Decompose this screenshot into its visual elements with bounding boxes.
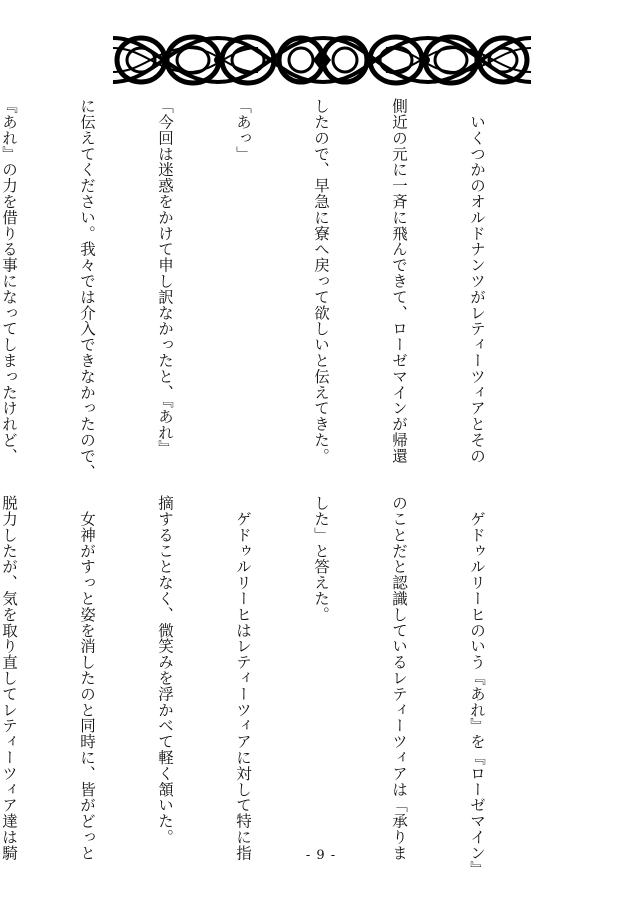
text-line: 摘することなく、微笑みを浮かべて軽く頷いた。 <box>156 495 174 845</box>
text-line: した」と答えた。 <box>312 495 330 623</box>
text-line: 側近の元に一斉に飛んできて、ローゼマインが帰還 <box>390 98 408 464</box>
lower-text-block <box>0 495 542 877</box>
upper-text-block <box>0 98 542 480</box>
page-number: - 9 - <box>305 848 337 863</box>
text-line: ゲドゥルリーヒはレティーツィアに対して特に指 <box>234 495 252 861</box>
ornamental-header-band <box>113 30 531 90</box>
text-line: 『あれ』の力を借りる事になってしまったけれど、 <box>0 98 18 464</box>
text-line: のことだと認識しているレティーツィアは「承りま <box>390 495 408 861</box>
text-line: いくつかのオルドナンツがレティーツィアとその <box>468 98 486 464</box>
text-line: に伝えてください。我々では介入できなかったので、 <box>78 98 96 480</box>
text-line: 「あっ」 <box>234 98 252 162</box>
text-line: 「今回は迷惑をかけて申し訳なかったと、『あれ』 <box>156 98 174 456</box>
text-line: ゲドゥルリーヒのいう『あれ』を『ローゼマイン』 <box>468 495 486 877</box>
text-line: 女神がすっと姿を消したのと同時に、皆がどっと <box>78 495 96 861</box>
text-line: したので、早急に寮へ戻って欲しいと伝えてきた。 <box>312 98 330 464</box>
text-line: 脱力したが、気を取り直してレティーツィア達は騎 <box>0 495 18 861</box>
